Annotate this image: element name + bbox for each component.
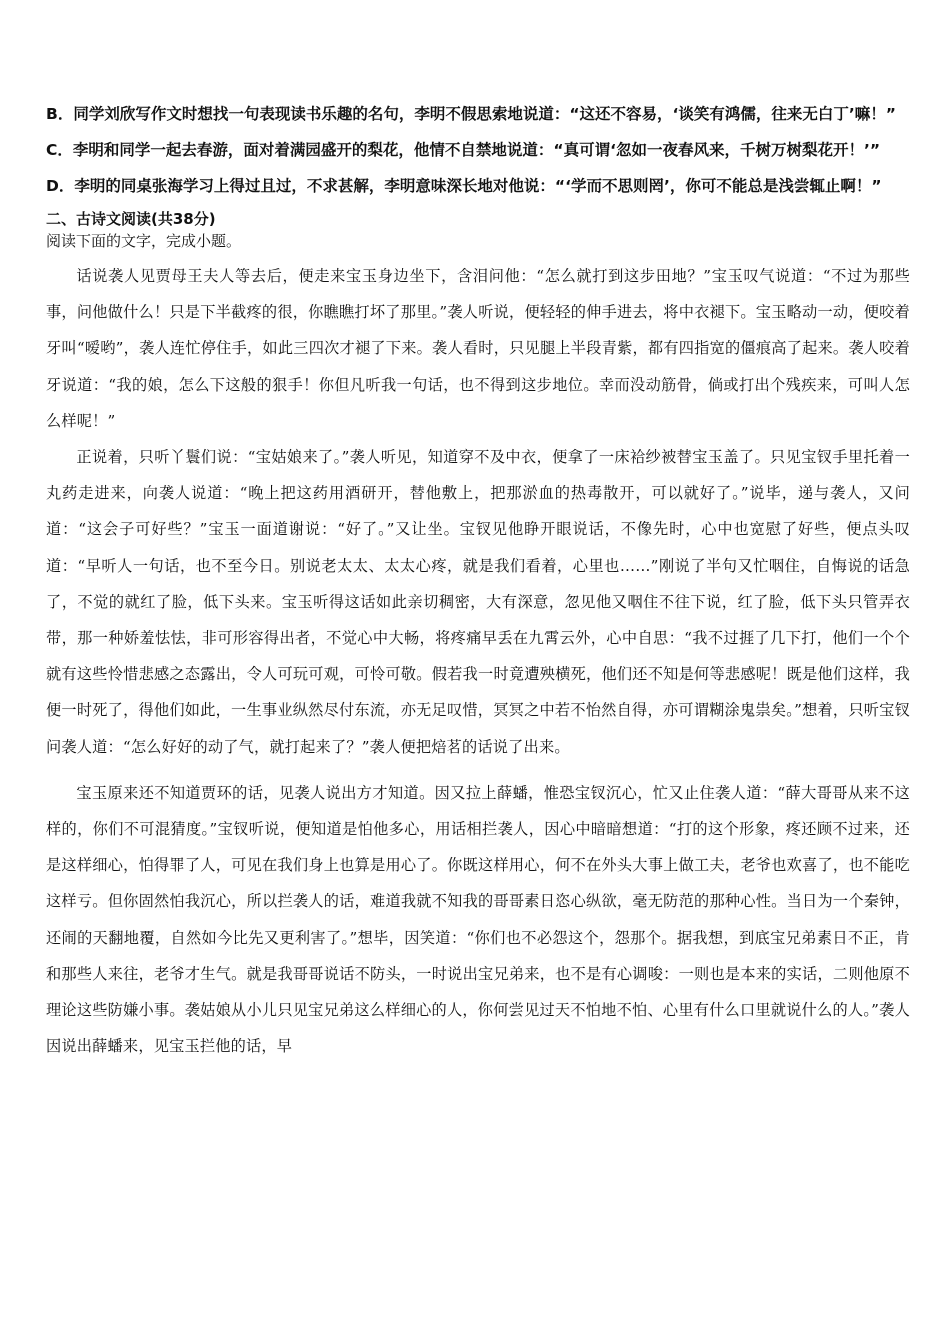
option-label: C: [46, 141, 58, 159]
option-text: ．同学刘欣写作文时想找一句表现读书乐趣的名句，李明不假思索地说道：“这还不容易，‘谈笑有鸿儒，往来无白丁’嘛！”: [57, 105, 896, 123]
option-d: [46, 168, 910, 204]
option-text: ．李明和同学一起去春游，面对着满园盛开的梨花，他情不自禁地说道：“真可谓‘忽如一夜春风来，千树万树梨花开！’”: [57, 141, 881, 159]
option-c: [46, 132, 910, 168]
section-title: 二、古诗文阅读(共38分): [46, 210, 216, 228]
option-label: D: [46, 177, 59, 195]
exam-page: [46, 96, 910, 1064]
option-b: [46, 96, 910, 132]
passage-paragraph: 正说着，只听丫鬟们说：“宝姑娘来了。”袭人听见，知道穿不及中衣，便拿了一床袷纱被替宝玉盖了。只见宝钗手里托着一丸药走进来，向袭人说道：“晚上把这药用酒研开，替他敷上，把那淤血的热毒散开，可以就好了。”说毕，递与袭人，又问道：“这会子可好些？”宝玉一面道谢说：“好了。”又让坐。宝钗见他睁开眼说话，不像先时，心中也宽慰了好些，便点头叹道：“早听人一句话，也不至今日。别说老太太、太太心疼，就是我们看着，心里也……”刚说了半句又忙咽住，自悔说的话急了，不觉的就红了脸，低下头来。宝玉听得这话如此亲切稠密，大有深意，忽见他又咽住不往下说，红了脸，低下头只管弄衣带，那一种娇羞怯怯，非可形容得出者，不觉心中大畅，将疼痛早丢在九霄云外，心中自思：“我不过捱了几下打，他们一个个就有这些怜惜悲感之态露出，令人可玩可观，可怜可敬。假若我一时竟遭殃横死，他们还不知是何等悲感呢！既是他们这样，我便一时死了，得他们如此，一生事业纵然尽付东流，亦无足叹惜，冥冥之中若不怡然自得，亦可谓糊涂鬼祟矣。”想着，只听宝钗问袭人道：“怎么好好的动了气，就打起来了？”袭人便把焙茗的话说了出来。: [46, 448, 910, 756]
option-text: ．李明的同桌张海学习上得过且过，不求甚解，李明意味深长地对他说：“‘学而不思则罔’，你可不能总是浅尝辄止啊！”: [58, 177, 882, 195]
passage-paragraph: 话说袭人见贾母王夫人等去后，便走来宝玉身边坐下，含泪问他：“怎么就打到这步田地？”宝玉叹气说道：“不过为那些事，问他做什么！只是下半截疼的很，你瞧瞧打坏了那里。”袭人听说，便轻轻的伸手进去，将中衣褪下。宝玉略动一动，便咬着牙叫“嗳哟”，袭人连忙停住手，如此三四次才褪了下来。袭人看时，只见腿上半段青紫，都有四指宽的僵痕高了起来。袭人咬着牙说道：“我的娘，怎么下这般的狠手！你但凡听我一句话，也不得到这步地位。幸而没动筋骨，倘或打出个残疾来，可叫人怎么样呢！”: [46, 267, 910, 430]
section-instruction: 阅读下面的文字，完成小题。: [46, 232, 242, 250]
passage-paragraph: 宝玉原来还不知道贾环的话，见袭人说出方才知道。因又拉上薛蟠，惟恐宝钗沉心，忙又止住袭人道：“薛大哥哥从来不这样的，你们不可混猜度。”宝钗听说，便知道是怕他多心，用话相拦袭人，因心中暗暗想道：“打的这个形象，疼还顾不过来，还是这样细心，怕得罪了人，可见在我们身上也算是用心了。你既这样用心，何不在外头大事上做工夫，老爷也欢喜了，也不能吃这样亏。但你固然怕我沉心，所以拦袭人的话，难道我就不知我的哥哥素日恣心纵欲，毫无防范的那种心性。当日为一个秦钟，还闹的天翻地覆，自然如今比先又更利害了。”想毕，因笑道：“你们也不必怨这个，怨那个。据我想，到底宝兄弟素日不正，肯和那些人来往，老爷才生气。就是我哥哥说话不防头，一时说出宝兄弟来，也不是有心调唆：一则也是本来的实话，二则他原不理论这些防嫌小事。袭姑娘从小儿只见宝兄弟这么样细心的人，你何尝见过天不怕地不怕、心里有什么口里就说什么的人。”袭人因说出薛蟠来，见宝玉拦他的话，早: [46, 783, 910, 1056]
option-label: B: [46, 105, 58, 123]
